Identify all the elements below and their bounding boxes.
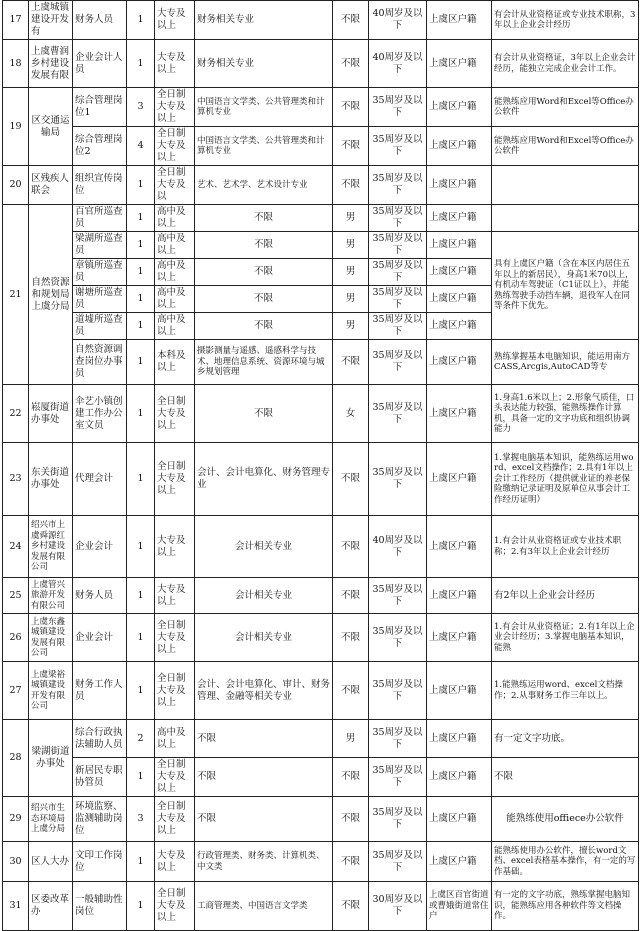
table-row (3, 385, 639, 443)
table-cell: 35周岁及以下 (369, 614, 427, 662)
table-row (3, 578, 639, 614)
table-cell: 不限 (333, 443, 369, 516)
table-cell: 35周岁及以下 (369, 166, 427, 205)
table-cell: 不限 (195, 313, 333, 340)
table-cell: 会计相关专业 (195, 578, 333, 614)
table-cell: 中国语言文学类、公共管理类和计算机专业 (195, 88, 333, 127)
table-cell: 不限 (333, 797, 369, 842)
table-cell: 区委改革办 (29, 882, 73, 931)
table-cell: 上虞区户籍 (427, 88, 492, 127)
table-cell: 上虞区户籍 (427, 40, 492, 88)
table-cell: 全日制大专及以上 (155, 385, 195, 443)
table-cell: 绍兴市生态环境局上虞分局 (29, 797, 73, 842)
table-cell: 18 (3, 40, 29, 88)
table-cell: 1 (127, 882, 155, 931)
table-cell: 全日制大专及以上 (155, 88, 195, 127)
table-row (3, 40, 639, 88)
table-cell: 区人大办 (29, 842, 73, 882)
table-cell: 不限 (333, 662, 369, 720)
table-cell: 不限 (333, 127, 369, 166)
table-cell: 男 (333, 232, 369, 259)
table-row (3, 340, 639, 385)
table-cell: 大专及以上 (155, 842, 195, 882)
table-cell: 1 (127, 516, 155, 578)
table-cell: 高中及以上 (155, 720, 195, 758)
table-cell: 上虞东鑫城镇建设发展有限公司 (29, 614, 73, 662)
table-cell: 企业会计人员 (73, 40, 127, 88)
table-cell: 35周岁及以下 (369, 758, 427, 797)
table-cell: 不限 (333, 1, 369, 40)
table-row (3, 720, 639, 758)
table-cell: 上虞区户籍 (427, 662, 492, 720)
table-cell: 会计相关专业 (195, 516, 333, 578)
table-cell: 中国语言文学类、公共管理类和计算机专业 (195, 127, 333, 166)
table-cell: 会计、会计电算化、审计、财务管理、金融等相关专业 (195, 662, 333, 720)
table-cell: 女 (333, 385, 369, 443)
table-cell: 会计相关专业 (195, 614, 333, 662)
table-cell: 男 (333, 205, 369, 232)
table-cell: 上虞城镇建设开发有 (29, 1, 73, 40)
table-cell: 不限 (333, 88, 369, 127)
table-row (3, 516, 639, 578)
table-cell: 财务工作人员 (73, 662, 127, 720)
table-cell: 1.身高1.6米以上；2.形象气质佳，口头表达能力较强，能熟练操作计算机，具备一定的文字功底和组织协调能力 (492, 385, 639, 443)
table-cell: 1 (127, 232, 155, 259)
table-cell: 35周岁及以下 (369, 720, 427, 758)
table-cell: 上虞区户籍 (427, 443, 492, 516)
table-cell: 35周岁及以下 (369, 385, 427, 443)
table-cell: 一般辅助性岗位 (73, 882, 127, 931)
table-cell: 全日制大专及以上 (155, 443, 195, 516)
table-cell: 男 (333, 720, 369, 758)
table-row (3, 205, 639, 232)
table-cell: 代理会计 (73, 443, 127, 516)
table-row (3, 758, 639, 797)
table-cell: 35周岁及以下 (369, 286, 427, 313)
table-cell: 上虞区户籍 (427, 259, 492, 286)
table-cell: 高中及以上 (155, 286, 195, 313)
table-cell: 崧厦街道办事处 (29, 385, 73, 443)
table-cell: 伞艺小镇创建工作办公室文员 (73, 385, 127, 443)
table-cell: 35周岁及以下 (369, 259, 427, 286)
table-cell: 上虞区户籍 (427, 797, 492, 842)
table-cell: 艺术、艺术学、艺术设计专业 (195, 166, 333, 205)
table-cell: 摄影测量与遥感、遥感科学与技术、地理信息系统、资源环境与城乡规划管理 (195, 340, 333, 385)
table-cell: 不限 (195, 720, 333, 758)
table-row (3, 797, 639, 842)
table-row (3, 662, 639, 720)
table-cell: 21 (3, 205, 29, 385)
table-cell: 上虞区户籍 (427, 286, 492, 313)
table-cell: 1 (127, 313, 155, 340)
table-cell: 35周岁及以下 (369, 842, 427, 882)
table-cell: 29 (3, 797, 29, 842)
table-cell: 上虞区户籍 (427, 842, 492, 882)
table-cell: 文印工作岗位 (73, 842, 127, 882)
table-cell: 自然资源和规划局上虞分局 (29, 205, 73, 385)
table-cell: 不限 (195, 205, 333, 232)
table-cell: 19 (3, 88, 29, 166)
table-cell: 上虞区户籍 (427, 720, 492, 758)
table-cell: 1 (127, 614, 155, 662)
table-cell: 不限 (333, 516, 369, 578)
table-cell: 1.掌握电脑基本知识，能熟练运用word、excel文档操作；2.具有1年以上会计工作经历（提供就业证的养老保险缴纳记录证明及原单位从事会计工作经历证明） (492, 443, 639, 516)
table-cell: 上虞区户籍 (427, 516, 492, 578)
table-cell: 绍兴市上虞舜源红乡村建设发展有限公司 (29, 516, 73, 578)
table-cell: 具有上虞区户籍（含在本区内居住五年以上的新居民），身高1米70以上，有机动车驾驶证（C1证以上），并能熟练驾驶手动挡车辆，退役军人在同等条件下优先。 (492, 232, 639, 340)
table-cell: 上虞区户籍 (427, 313, 492, 340)
table-cell: 1 (127, 443, 155, 516)
table-cell: 财务相关专业 (195, 40, 333, 88)
table-cell: 高中及以上 (155, 232, 195, 259)
table-cell (492, 205, 639, 232)
table-cell: 高中及以上 (155, 259, 195, 286)
table-cell: 综合管理岗位2 (73, 127, 127, 166)
table-cell: 不限 (195, 797, 333, 842)
table-cell: 大专及以上 (155, 40, 195, 88)
table-cell: 不限 (195, 385, 333, 443)
table-cell: 24 (3, 516, 29, 578)
table-cell: 35周岁及以下 (369, 88, 427, 127)
table-cell: 17 (3, 1, 29, 40)
table-cell: 3 (127, 88, 155, 127)
table-cell: 3 (127, 797, 155, 842)
table-row (3, 1, 639, 40)
table-cell: 上虞区户籍 (427, 232, 492, 259)
table-cell: 30周岁及以下 (369, 882, 427, 931)
table-cell: 本科及以上 (155, 340, 195, 385)
table-cell: 区残疾人联会 (29, 166, 73, 205)
table-cell: 不限 (333, 578, 369, 614)
table-cell: 1 (127, 1, 155, 40)
table-cell: 31 (3, 882, 29, 931)
table-cell: 上虞曹润乡村建设发展有限 (29, 40, 73, 88)
table-cell: 有会计从业资格证，3年以上企业会计经历，能独立完成企业会计工作。 (492, 40, 639, 88)
table-cell: 东关街道办事处 (29, 443, 73, 516)
table-cell: 35周岁及以下 (369, 313, 427, 340)
table-cell: 30 (3, 842, 29, 882)
table-cell: 不限 (333, 340, 369, 385)
table-cell: 40周岁及以下 (369, 40, 427, 88)
table-cell: 梁湖街道办事处 (29, 720, 73, 797)
table-cell: 40周岁及以下 (369, 516, 427, 578)
table-cell: 财务人员 (73, 1, 127, 40)
table-cell: 综合行政执法辅助人员 (73, 720, 127, 758)
table-cell: 1 (127, 205, 155, 232)
table-cell: 男 (333, 259, 369, 286)
table-cell: 2 (127, 720, 155, 758)
table-cell: 1.有会计从业资格证或专业技术职称；2.有3年以上企业会计经历 (492, 516, 639, 578)
table-cell: 上虞区户籍 (427, 205, 492, 232)
table-cell: 上虞区户籍 (427, 1, 492, 40)
table-cell: 1 (127, 758, 155, 797)
table-cell: 1 (127, 166, 155, 205)
table-cell: 不限 (333, 758, 369, 797)
table-cell: 财务相关专业 (195, 1, 333, 40)
table-cell: 全日制大专及以上 (155, 797, 195, 842)
table-cell: 上虞区户籍 (427, 385, 492, 443)
table-cell: 35周岁及以下 (369, 578, 427, 614)
table-cell: 熟练掌握基本电脑知识，能运用南方CASS,Arcgis,AutoCAD等专 (492, 340, 639, 385)
table-row (3, 443, 639, 516)
table-cell: 40周岁及以下 (369, 1, 427, 40)
table-cell: 上虞管兴旅游开发有限公司 (29, 578, 73, 614)
table-cell: 1 (127, 259, 155, 286)
recruitment-table (2, 0, 639, 931)
table-row (3, 232, 639, 259)
table-cell: 有一定文字功底。 (492, 720, 639, 758)
table-cell: 不限 (195, 758, 333, 797)
table-row (3, 88, 639, 127)
table-cell: 自然资源调查岗位办事员 (73, 340, 127, 385)
table-cell: 不限 (333, 166, 369, 205)
table-cell: 1.有会计从业资格证；2.有1年以上企业会计经历；3.掌握电脑基本知识，能熟 (492, 614, 639, 662)
table-cell: 能熟练应用Word和Excel等Office办公软件 (492, 127, 639, 166)
table-cell: 环境监察、监测辅助岗位 (73, 797, 127, 842)
table-cell: 上虞区户籍 (427, 578, 492, 614)
table-cell: 23 (3, 443, 29, 516)
table-cell: 22 (3, 385, 29, 443)
table-cell: 上虞区户籍 (427, 758, 492, 797)
table-cell: 有2年以上企业会计经历 (492, 578, 639, 614)
table-cell: 全日制大专及以上 (155, 614, 195, 662)
table-cell: 1 (127, 286, 155, 313)
table-cell: 新居民专职协管员 (73, 758, 127, 797)
table-cell: 能熟练应用Word和Excel等Office办公软件 (492, 88, 639, 127)
table-cell: 不限 (333, 842, 369, 882)
table-cell: 财务人员 (73, 578, 127, 614)
table-cell: 男 (333, 286, 369, 313)
table-cell: 能熟练使用offiece办公软件 (492, 797, 639, 842)
table-cell: 1 (127, 842, 155, 882)
table-cell: 百官所巡查员 (73, 205, 127, 232)
table-cell: 27 (3, 662, 29, 720)
table-cell: 大专及以上 (155, 516, 195, 578)
table-cell: 梁湖所巡查员 (73, 232, 127, 259)
table-cell: 26 (3, 614, 29, 662)
table-cell: 不限 (333, 40, 369, 88)
table-cell: 区交通运输局 (29, 88, 73, 166)
table-cell: 35周岁及以下 (369, 232, 427, 259)
table-cell: 高中及以上 (155, 205, 195, 232)
table-cell: 能熟练使用办公软件，擅长word文档、excel表格基本操作，有一定的写作基础。 (492, 842, 639, 882)
table-cell: 高中及以上 (155, 313, 195, 340)
table-cell: 1 (127, 385, 155, 443)
table-cell: 1 (127, 340, 155, 385)
table-cell: 企业会计 (73, 614, 127, 662)
table-cell: 企业会计 (73, 516, 127, 578)
table-cell: 28 (3, 720, 29, 797)
table-cell: 谢塘所巡查员 (73, 286, 127, 313)
table-cell (492, 166, 639, 205)
table-cell: 35周岁及以下 (369, 205, 427, 232)
table-cell: 不限 (333, 882, 369, 931)
table-cell: 有一定的文字功底，熟练掌握电脑知识，能熟练应用各种软件等文档操作。 (492, 882, 639, 931)
table-cell: 全日制大专及以上 (155, 882, 195, 931)
table-cell: 大专及以上 (155, 578, 195, 614)
table-cell: 1 (127, 40, 155, 88)
table-cell: 章镇所巡查员 (73, 259, 127, 286)
table-cell: 1 (127, 578, 155, 614)
table-cell: 不限 (195, 232, 333, 259)
table-cell: 道墟所巡查员 (73, 313, 127, 340)
table-cell: 上虞梁裕城镇建设开发有限公司 (29, 662, 73, 720)
table-cell: 35周岁及以下 (369, 662, 427, 720)
table-cell: 上虞区户籍 (427, 614, 492, 662)
table-cell: 上虞区户籍 (427, 340, 492, 385)
table-row (3, 842, 639, 882)
table-cell: 不限 (333, 614, 369, 662)
table-cell: 会计、会计电算化、财务管理专业 (195, 443, 333, 516)
table-cell: 行政管理类、财务类、计算机类、中文类 (195, 842, 333, 882)
table-row (3, 127, 639, 166)
table-cell: 组织宣传岗位 (73, 166, 127, 205)
table-cell: 综合管理岗位1 (73, 88, 127, 127)
table-cell: 上虞区百官街道或曹娥街道常住户 (427, 882, 492, 931)
table-cell: 上虞区户籍 (427, 166, 492, 205)
table-cell: 有会计从业资格证或专业技术职称，3年以上企业会计经历 (492, 1, 639, 40)
table-cell: 25 (3, 578, 29, 614)
table-cell: 4 (127, 127, 155, 166)
table-cell: 35周岁及以下 (369, 443, 427, 516)
table-cell: 全日制大专及以上 (155, 127, 195, 166)
table-cell: 全日制大专及以上 (155, 758, 195, 797)
table-cell: 1 (127, 662, 155, 720)
table-cell: 上虞区户籍 (427, 127, 492, 166)
table-cell: 35周岁及以下 (369, 340, 427, 385)
table-cell: 工商管理类、中国语言文学类 (195, 882, 333, 931)
table-cell: 大专及以上 (155, 1, 195, 40)
table-cell: 全日制大专及以 (155, 166, 195, 205)
table-cell: 不限 (492, 758, 639, 797)
table-cell: 不限 (195, 286, 333, 313)
table-cell: 35周岁及以下 (369, 127, 427, 166)
table-cell: 1.能熟练运用word、excel文档操作；2.从事财务工作三年以上。 (492, 662, 639, 720)
table-cell: 35周岁及以下 (369, 797, 427, 842)
table-row (3, 882, 639, 931)
table-cell: 20 (3, 166, 29, 205)
table-row (3, 614, 639, 662)
table-cell: 全日制大专及以上 (155, 662, 195, 720)
table-cell: 男 (333, 313, 369, 340)
table-cell: 不限 (195, 259, 333, 286)
table-row (3, 166, 639, 205)
